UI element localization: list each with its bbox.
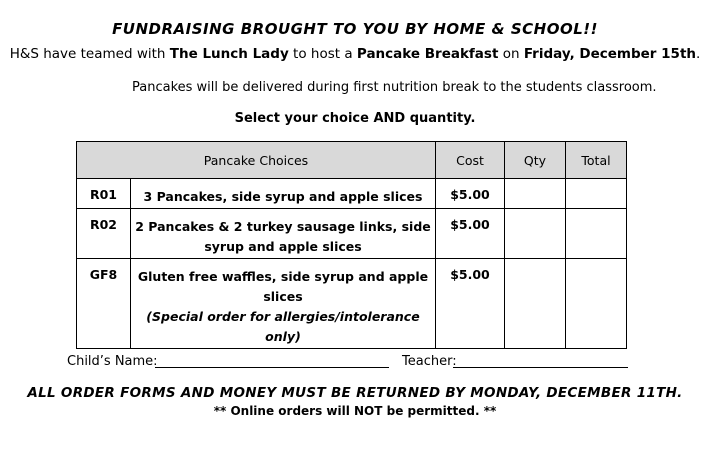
row-choice: 2 Pancakes & 2 turkey sausage links, side syrup and apple slices: [131, 209, 436, 259]
form-title: FUNDRAISING BROUGHT TO YOU BY HOME & SCHOOL!!: [112, 20, 598, 38]
child-name-label: Child’s Name:: [67, 354, 158, 369]
row-choice: Gluten free waffles, side syrup and apple slices: [137, 269, 429, 304]
delivery-note: Pancakes will be delivered during first nutrition break to the students classroom.: [132, 80, 657, 95]
row-cost: $5.00: [436, 209, 505, 259]
table-row: [77, 209, 627, 259]
table-row: [77, 259, 627, 349]
row-choice: 3 Pancakes, side syrup and apple slices: [131, 179, 436, 209]
row-code: GF8: [77, 259, 131, 349]
row-total-cell[interactable]: [566, 179, 627, 209]
table-row: [77, 179, 627, 209]
row-qty-cell[interactable]: [505, 259, 566, 349]
intro-part1: H&S have teamed with: [9, 46, 170, 62]
row-qty-cell[interactable]: [505, 179, 566, 209]
row-qty-cell[interactable]: [505, 209, 566, 259]
row-total-cell[interactable]: [566, 259, 627, 349]
header-choices: Pancake Choices: [77, 142, 436, 179]
row-code: R01: [77, 179, 131, 209]
order-table: [76, 141, 627, 349]
teacher-field[interactable]: [453, 367, 628, 368]
row-cost: $5.00: [436, 179, 505, 209]
intro-text: [0, 46, 710, 62]
event-date: Friday, December 15th: [523, 46, 697, 62]
event-name: Pancake Breakfast: [356, 46, 499, 62]
header-qty: Qty: [505, 142, 566, 179]
header-total: Total: [566, 142, 627, 179]
select-instruction: Select your choice AND quantity.: [234, 111, 476, 126]
row-choice-note: (Special order for allergies/intolerance only): [146, 309, 420, 344]
intro-end: .: [696, 46, 701, 62]
row-choice-cell: [131, 259, 436, 349]
row-total-cell[interactable]: [566, 209, 627, 259]
vendor-name: The Lunch Lady: [169, 46, 289, 62]
intro-part2: to host a: [288, 46, 357, 62]
deadline-notice: ALL ORDER FORMS AND MONEY MUST BE RETURNED BY MONDAY, DECEMBER 11TH.: [27, 385, 683, 401]
online-orders-note: ** Online orders will NOT be permitted. **: [213, 404, 497, 418]
header-cost: Cost: [436, 142, 505, 179]
row-code: R02: [77, 209, 131, 259]
teacher-label: Teacher:: [402, 354, 457, 369]
intro-part3: on: [498, 46, 524, 62]
row-cost: $5.00: [436, 259, 505, 349]
table-header-row: [77, 142, 627, 179]
child-name-field[interactable]: [155, 367, 389, 368]
